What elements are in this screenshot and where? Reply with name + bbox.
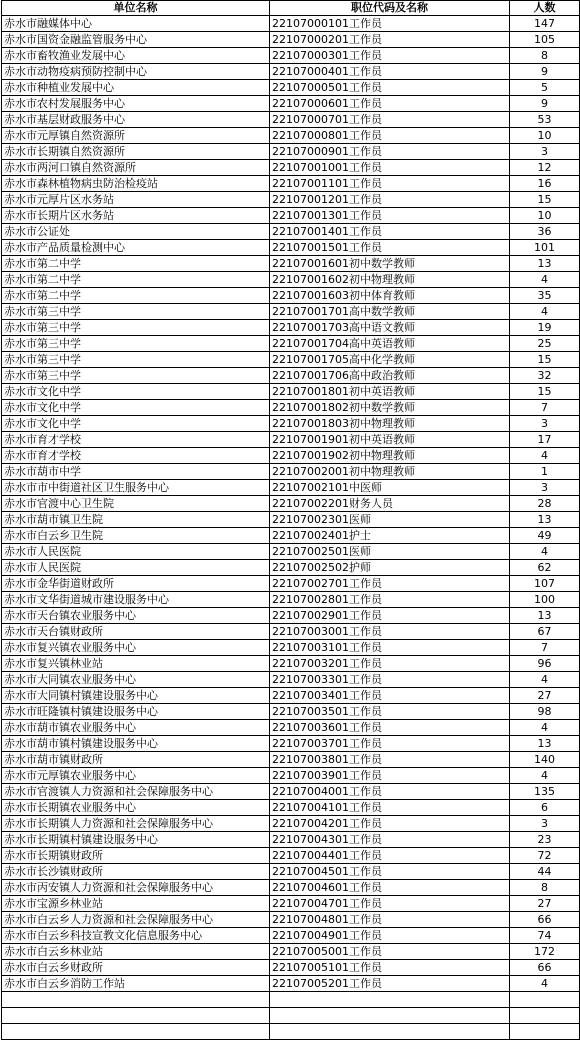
table-row <box>2 928 580 944</box>
cell-unit-name: 赤水市长期镇自然资源所 <box>2 144 270 160</box>
cell-position: 22107004101工作员 <box>270 800 510 816</box>
cell-position: 22107003101工作员 <box>270 640 510 656</box>
cell-unit-name: 赤水市农村发展服务中心 <box>2 96 270 112</box>
cell-unit-name: 赤水市大同镇农业服务中心 <box>2 672 270 688</box>
table-row <box>2 464 580 480</box>
cell-position: 22107001201工作员 <box>270 192 510 208</box>
table-row <box>2 288 580 304</box>
table-row <box>2 304 580 320</box>
cell-position: 22107001101工作员 <box>270 176 510 192</box>
cell-unit-name <box>2 992 270 1008</box>
cell-count: 23 <box>510 832 580 848</box>
cell-count: 140 <box>510 752 580 768</box>
table-row <box>2 848 580 864</box>
cell-unit-name: 赤水市大同镇村镇建设服务中心 <box>2 688 270 704</box>
table-row <box>2 16 580 32</box>
cell-position: 22107003301工作员 <box>270 672 510 688</box>
cell-count: 13 <box>510 736 580 752</box>
cell-unit-name: 赤水市长期镇财政所 <box>2 848 270 864</box>
cell-position: 22107001401工作员 <box>270 224 510 240</box>
cell-position: 22107005201工作员 <box>270 976 510 992</box>
table-header <box>2 1 580 16</box>
cell-unit-name: 赤水市白云乡林业站 <box>2 944 270 960</box>
table-row <box>2 912 580 928</box>
cell-position: 22107004001工作员 <box>270 784 510 800</box>
cell-position: 22107003401工作员 <box>270 688 510 704</box>
cell-count: 13 <box>510 608 580 624</box>
table-row <box>2 320 580 336</box>
cell-unit-name: 赤水市产品质量检测中心 <box>2 240 270 256</box>
cell-count: 10 <box>510 208 580 224</box>
cell-count: 66 <box>510 912 580 928</box>
cell-count: 13 <box>510 256 580 272</box>
cell-unit-name: 赤水市第二中学 <box>2 288 270 304</box>
cell-count: 27 <box>510 688 580 704</box>
cell-count: 49 <box>510 528 580 544</box>
cell-position: 22107001802初中数学教师 <box>270 400 510 416</box>
cell-count: 62 <box>510 560 580 576</box>
cell-unit-name: 赤水市文化中学 <box>2 384 270 400</box>
cell-count: 1 <box>510 464 580 480</box>
cell-count: 4 <box>510 976 580 992</box>
cell-count: 72 <box>510 848 580 864</box>
table-row <box>2 480 580 496</box>
cell-position: 22107005101工作员 <box>270 960 510 976</box>
table-row <box>2 1008 580 1024</box>
cell-position: 22107000801工作员 <box>270 128 510 144</box>
table-body <box>2 16 580 1040</box>
cell-position: 22107003701工作员 <box>270 736 510 752</box>
table-row <box>2 640 580 656</box>
cell-count: 15 <box>510 192 580 208</box>
table-row <box>2 432 580 448</box>
cell-unit-name: 赤水市白云乡财政所 <box>2 960 270 976</box>
cell-count: 4 <box>510 672 580 688</box>
cell-position: 22107000901工作员 <box>270 144 510 160</box>
cell-position: 22107003501工作员 <box>270 704 510 720</box>
table-row <box>2 944 580 960</box>
cell-position: 22107000401工作员 <box>270 64 510 80</box>
cell-position: 22107002501医师 <box>270 544 510 560</box>
table-row <box>2 960 580 976</box>
cell-count: 44 <box>510 864 580 880</box>
table-row <box>2 240 580 256</box>
cell-unit-name: 赤水市两河口镇自然资源所 <box>2 160 270 176</box>
cell-count: 17 <box>510 432 580 448</box>
cell-position: 22107000301工作员 <box>270 48 510 64</box>
cell-position <box>270 992 510 1008</box>
cell-count: 12 <box>510 160 580 176</box>
cell-count: 28 <box>510 496 580 512</box>
cell-count: 3 <box>510 816 580 832</box>
table-row <box>2 880 580 896</box>
cell-count: 4 <box>510 272 580 288</box>
cell-unit-name: 赤水市畜牧渔业发展中心 <box>2 48 270 64</box>
cell-count: 105 <box>510 32 580 48</box>
table-row <box>2 560 580 576</box>
table-row <box>2 160 580 176</box>
cell-position: 22107003001工作员 <box>270 624 510 640</box>
table-row <box>2 752 580 768</box>
cell-unit-name: 赤水市长期镇村镇建设服务中心 <box>2 832 270 848</box>
cell-count: 36 <box>510 224 580 240</box>
cell-position: 22107001705高中化学教师 <box>270 352 510 368</box>
cell-unit-name: 赤水市第三中学 <box>2 368 270 384</box>
cell-position: 22107000701工作员 <box>270 112 510 128</box>
table-row <box>2 816 580 832</box>
cell-unit-name: 赤水市文化中学 <box>2 400 270 416</box>
cell-unit-name: 赤水市育才学校 <box>2 432 270 448</box>
cell-unit-name: 赤水市长期镇人力资源和社会保障服务中心 <box>2 816 270 832</box>
cell-count <box>510 992 580 1008</box>
table-row <box>2 800 580 816</box>
cell-unit-name: 赤水市葫市镇农业服务中心 <box>2 720 270 736</box>
cell-position: 22107001603初中体育教师 <box>270 288 510 304</box>
cell-position: 22107002101中医师 <box>270 480 510 496</box>
cell-unit-name: 赤水市第三中学 <box>2 336 270 352</box>
table-row <box>2 96 580 112</box>
cell-unit-name: 赤水市天台镇财政所 <box>2 624 270 640</box>
cell-count: 9 <box>510 96 580 112</box>
cell-unit-name: 赤水市动物疫病预防控制中心 <box>2 64 270 80</box>
cell-count: 35 <box>510 288 580 304</box>
cell-position: 22107003901工作员 <box>270 768 510 784</box>
cell-position: 22107001602初中物理教师 <box>270 272 510 288</box>
cell-position: 22107001801初中英语教师 <box>270 384 510 400</box>
cell-unit-name: 赤水市基层财政服务中心 <box>2 112 270 128</box>
cell-unit-name: 赤水市复兴镇林业站 <box>2 656 270 672</box>
header-unit-name: 单位名称 <box>2 1 270 16</box>
cell-count: 25 <box>510 336 580 352</box>
header-count: 人数 <box>510 1 580 16</box>
table-row <box>2 448 580 464</box>
cell-count: 7 <box>510 640 580 656</box>
cell-unit-name: 赤水市元厚镇自然资源所 <box>2 128 270 144</box>
table-row <box>2 864 580 880</box>
cell-unit-name: 赤水市葫市中学 <box>2 464 270 480</box>
cell-unit-name: 赤水市育才学校 <box>2 448 270 464</box>
cell-unit-name: 赤水市丙安镇人力资源和社会保障服务中心 <box>2 880 270 896</box>
cell-position: 22107001601初中数学教师 <box>270 256 510 272</box>
cell-position: 22107005001工作员 <box>270 944 510 960</box>
cell-position: 22107001902初中物理教师 <box>270 448 510 464</box>
cell-position: 22107004201工作员 <box>270 816 510 832</box>
cell-position: 22107001901初中英语教师 <box>270 432 510 448</box>
cell-count: 19 <box>510 320 580 336</box>
cell-position: 22107004601工作员 <box>270 880 510 896</box>
cell-count: 13 <box>510 512 580 528</box>
cell-unit-name: 赤水市长期片区水务站 <box>2 208 270 224</box>
cell-count: 66 <box>510 960 580 976</box>
cell-count: 107 <box>510 576 580 592</box>
cell-count: 16 <box>510 176 580 192</box>
positions-table <box>1 0 580 1040</box>
table-row <box>2 272 580 288</box>
cell-unit-name: 赤水市森林植物病虫防治检疫站 <box>2 176 270 192</box>
cell-count <box>510 1024 580 1040</box>
cell-position: 22107000101工作员 <box>270 16 510 32</box>
cell-position: 22107001803初中物理教师 <box>270 416 510 432</box>
cell-unit-name: 赤水市长期镇农业服务中心 <box>2 800 270 816</box>
cell-unit-name: 赤水市国资金融监管服务中心 <box>2 32 270 48</box>
cell-unit-name: 赤水市市中街道社区卫生服务中心 <box>2 480 270 496</box>
table-row <box>2 496 580 512</box>
table-row <box>2 384 580 400</box>
cell-unit-name: 赤水市官渡中心卫生院 <box>2 496 270 512</box>
table-row <box>2 720 580 736</box>
table-row <box>2 656 580 672</box>
table-row <box>2 992 580 1008</box>
cell-count: 67 <box>510 624 580 640</box>
cell-unit-name: 赤水市文化中学 <box>2 416 270 432</box>
cell-unit-name: 赤水市旺隆镇村镇建设服务中心 <box>2 704 270 720</box>
cell-position: 22107000501工作员 <box>270 80 510 96</box>
cell-position: 22107004301工作员 <box>270 832 510 848</box>
cell-count <box>510 1008 580 1024</box>
cell-count: 98 <box>510 704 580 720</box>
table-row <box>2 80 580 96</box>
table-row <box>2 528 580 544</box>
cell-unit-name <box>2 1008 270 1024</box>
cell-position: 22107002701工作员 <box>270 576 510 592</box>
cell-unit-name: 赤水市长沙镇财政所 <box>2 864 270 880</box>
cell-position: 22107004701工作员 <box>270 896 510 912</box>
table-row <box>2 736 580 752</box>
cell-unit-name: 赤水市人民医院 <box>2 544 270 560</box>
table-row <box>2 608 580 624</box>
cell-count: 3 <box>510 144 580 160</box>
table-row <box>2 624 580 640</box>
table-row <box>2 176 580 192</box>
cell-position: 22107004501工作员 <box>270 864 510 880</box>
cell-unit-name: 赤水市葫市镇卫生院 <box>2 512 270 528</box>
cell-position: 22107002502护师 <box>270 560 510 576</box>
cell-count: 101 <box>510 240 580 256</box>
cell-count: 135 <box>510 784 580 800</box>
table-row <box>2 1024 580 1040</box>
cell-unit-name: 赤水市官渡镇人力资源和社会保障服务中心 <box>2 784 270 800</box>
cell-count: 74 <box>510 928 580 944</box>
cell-count: 15 <box>510 384 580 400</box>
cell-count: 4 <box>510 544 580 560</box>
cell-unit-name: 赤水市白云乡消防工作站 <box>2 976 270 992</box>
cell-count: 6 <box>510 800 580 816</box>
cell-unit-name: 赤水市白云乡科技宣教文化信息服务中心 <box>2 928 270 944</box>
cell-count: 172 <box>510 944 580 960</box>
cell-position: 22107001701高中数学教师 <box>270 304 510 320</box>
cell-position: 22107002201财务人员 <box>270 496 510 512</box>
table-row <box>2 512 580 528</box>
table-row <box>2 704 580 720</box>
cell-count: 32 <box>510 368 580 384</box>
table-row <box>2 592 580 608</box>
cell-position: 22107002301医师 <box>270 512 510 528</box>
table-row <box>2 976 580 992</box>
table-row <box>2 48 580 64</box>
cell-position: 22107004901工作员 <box>270 928 510 944</box>
table-row <box>2 32 580 48</box>
cell-position <box>270 1008 510 1024</box>
cell-unit-name: 赤水市葫市镇村镇建设服务中心 <box>2 736 270 752</box>
cell-unit-name: 赤水市宝源乡林业站 <box>2 896 270 912</box>
table-row <box>2 208 580 224</box>
table-row <box>2 896 580 912</box>
cell-count: 7 <box>510 400 580 416</box>
cell-count: 8 <box>510 48 580 64</box>
cell-unit-name: 赤水市第二中学 <box>2 256 270 272</box>
cell-count: 3 <box>510 480 580 496</box>
cell-count: 8 <box>510 880 580 896</box>
cell-unit-name: 赤水市融媒体中心 <box>2 16 270 32</box>
cell-position: 22107004801工作员 <box>270 912 510 928</box>
cell-unit-name: 赤水市白云乡人力资源和社会保障服务中心 <box>2 912 270 928</box>
cell-unit-name: 赤水市第三中学 <box>2 304 270 320</box>
table-row <box>2 576 580 592</box>
table-row <box>2 672 580 688</box>
cell-count: 53 <box>510 112 580 128</box>
cell-position: 22107003801工作员 <box>270 752 510 768</box>
cell-unit-name: 赤水市葫市镇财政所 <box>2 752 270 768</box>
table-row <box>2 128 580 144</box>
cell-position: 22107000201工作员 <box>270 32 510 48</box>
cell-count: 100 <box>510 592 580 608</box>
cell-unit-name: 赤水市复兴镇农业服务中心 <box>2 640 270 656</box>
cell-count: 4 <box>510 720 580 736</box>
cell-unit-name: 赤水市第二中学 <box>2 272 270 288</box>
cell-count: 4 <box>510 304 580 320</box>
cell-unit-name: 赤水市种植业发展中心 <box>2 80 270 96</box>
table-row <box>2 352 580 368</box>
cell-position: 22107002901工作员 <box>270 608 510 624</box>
cell-position: 22107002001初中物理教师 <box>270 464 510 480</box>
cell-count: 5 <box>510 80 580 96</box>
cell-position <box>270 1024 510 1040</box>
cell-count: 96 <box>510 656 580 672</box>
table-row <box>2 832 580 848</box>
table-row <box>2 144 580 160</box>
cell-count: 147 <box>510 16 580 32</box>
cell-position: 22107001501工作员 <box>270 240 510 256</box>
table-row <box>2 256 580 272</box>
cell-count: 3 <box>510 416 580 432</box>
table-row <box>2 112 580 128</box>
cell-unit-name: 赤水市第三中学 <box>2 320 270 336</box>
header-row <box>2 1 580 16</box>
cell-unit-name: 赤水市元厚镇农业服务中心 <box>2 768 270 784</box>
cell-count: 15 <box>510 352 580 368</box>
table-row <box>2 688 580 704</box>
cell-position: 22107002801工作员 <box>270 592 510 608</box>
table-row <box>2 224 580 240</box>
cell-position: 22107001301工作员 <box>270 208 510 224</box>
cell-position: 22107002401护士 <box>270 528 510 544</box>
cell-count: 10 <box>510 128 580 144</box>
table-row <box>2 192 580 208</box>
cell-unit-name: 赤水市第三中学 <box>2 352 270 368</box>
cell-position: 22107001706高中政治教师 <box>270 368 510 384</box>
table-row <box>2 416 580 432</box>
cell-unit-name: 赤水市白云乡卫生院 <box>2 528 270 544</box>
cell-unit-name: 赤水市公证处 <box>2 224 270 240</box>
cell-position: 22107004401工作员 <box>270 848 510 864</box>
cell-count: 4 <box>510 448 580 464</box>
table-row <box>2 784 580 800</box>
table-row <box>2 368 580 384</box>
cell-count: 9 <box>510 64 580 80</box>
cell-unit-name: 赤水市天台镇农业服务中心 <box>2 608 270 624</box>
cell-position: 22107001704高中英语教师 <box>270 336 510 352</box>
header-position-code: 职位代码及名称 <box>270 1 510 16</box>
cell-position: 22107003601工作员 <box>270 720 510 736</box>
cell-unit-name: 赤水市人民医院 <box>2 560 270 576</box>
cell-position: 22107001703高中语文教师 <box>270 320 510 336</box>
cell-count: 4 <box>510 768 580 784</box>
table-row <box>2 544 580 560</box>
table-row <box>2 400 580 416</box>
cell-unit-name: 赤水市金华街道财政所 <box>2 576 270 592</box>
table-row <box>2 64 580 80</box>
table-row <box>2 336 580 352</box>
cell-unit-name: 赤水市文华街道城市建设服务中心 <box>2 592 270 608</box>
cell-position: 22107001001工作员 <box>270 160 510 176</box>
table-row <box>2 768 580 784</box>
cell-unit-name: 赤水市元厚片区水务站 <box>2 192 270 208</box>
cell-position: 22107003201工作员 <box>270 656 510 672</box>
cell-count: 27 <box>510 896 580 912</box>
cell-unit-name <box>2 1024 270 1040</box>
cell-position: 22107000601工作员 <box>270 96 510 112</box>
